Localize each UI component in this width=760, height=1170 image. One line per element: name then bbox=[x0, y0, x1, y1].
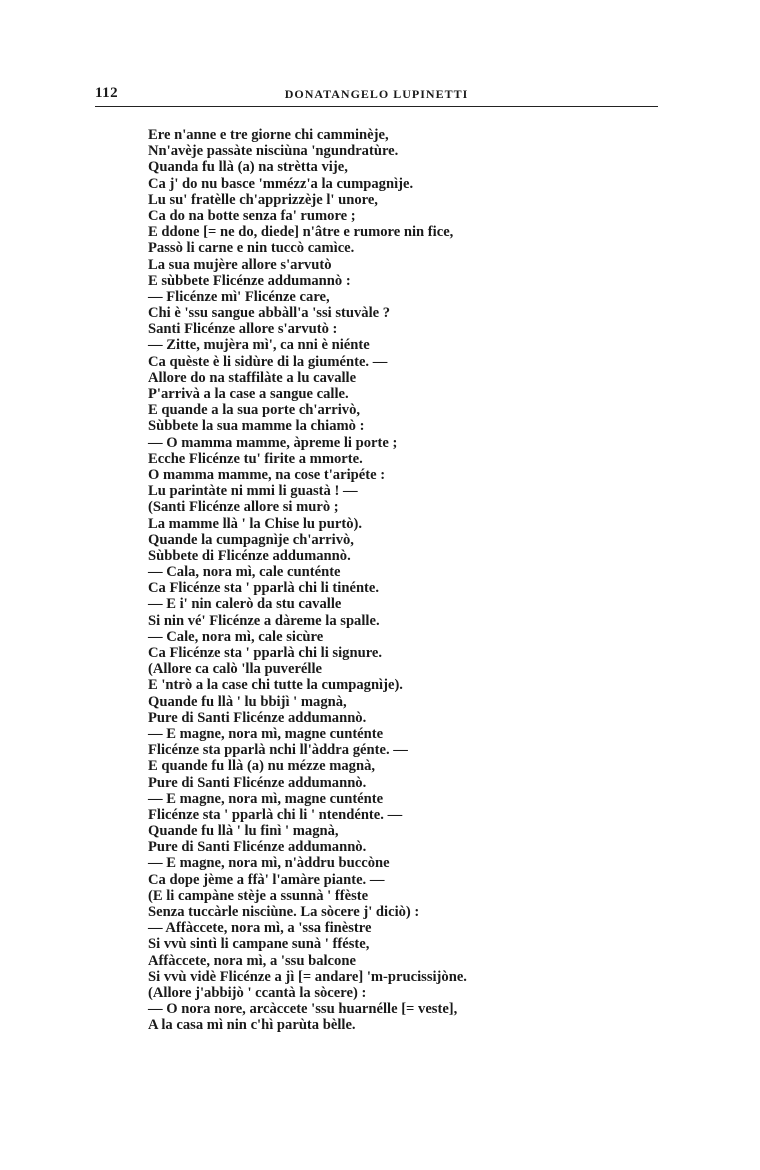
verse-line: — E i' nin calerò da stu cavalle bbox=[148, 596, 342, 613]
verse-line: Ere n'anne e tre giorne chi camminèje, bbox=[148, 127, 389, 143]
verse-line: — Flicénze mì' Flicénze care, bbox=[148, 288, 330, 305]
verse-line: E quande fu llà (a) nu mézze magnà, bbox=[148, 758, 376, 775]
verse-line: — E magne, nora mì, magne cunténte bbox=[148, 790, 384, 807]
verse-line: Lu parintàte ni mmi li guastà ! — bbox=[148, 483, 358, 500]
page-header bbox=[95, 85, 658, 105]
poem-text bbox=[148, 127, 668, 1034]
verse-line: Sùbbete di Flicénze addumannò. bbox=[148, 547, 351, 564]
verse-line: Flicénze sta pparlà nchi ll'àddra génte. — bbox=[148, 742, 408, 759]
verse-line: Santi Flicénze allore s'arvutò : bbox=[148, 321, 338, 338]
verse-line: E ddone [= ne do, diede] n'âtre e rumore nin fice, bbox=[148, 224, 454, 241]
verse-line: — E magne, nora mì, magne cunténte bbox=[148, 725, 384, 742]
verse-line: Ca quèste è li sidùre di la giuménte. — bbox=[148, 353, 388, 370]
page-number: 112 bbox=[95, 85, 119, 101]
verse-line: (E li campàne stèje a ssunnà ' ffèste bbox=[148, 887, 369, 904]
verse-line: Quanda fu llà (a) na strètta vije, bbox=[148, 159, 348, 176]
verse-line: (Santi Flicénze allore si murò ; bbox=[148, 499, 339, 516]
verse-line: Quande fu llà ' lu finì ' magnà, bbox=[148, 823, 339, 840]
verse-line: — E magne, nora mì, n'àddru buccòne bbox=[148, 855, 390, 872]
verse-line: Chi è 'ssu sangue abbàll'a 'ssi stuvàle ? bbox=[148, 305, 391, 322]
verse-line: — O mamma mamme, àpreme li porte ; bbox=[148, 434, 398, 451]
verse-line: Ca Flicénze sta ' pparlà chi li signure. bbox=[148, 645, 383, 661]
verse-line: — Zitte, mujèra mì', ca nni è niénte bbox=[148, 337, 370, 354]
verse-line: Passò li carne e nin tuccò camìce. bbox=[148, 240, 355, 257]
verse-line: (Allore j'abbijò ' ccantà la sòcere) : bbox=[148, 984, 367, 1001]
verse-line: Si vvù sintì li campane sunà ' fféste, bbox=[148, 936, 370, 953]
verse-line: O mamma mamme, na cose t'aripéte : bbox=[148, 466, 386, 483]
verse-line: Si vvù vidè Flicénze a jì [= andare] 'm-prucissijòne. bbox=[148, 968, 467, 985]
verse-line: — O nora nore, arcàccete 'ssu huarnélle [= veste], bbox=[148, 1001, 458, 1018]
verse-line: Affàccete, nora mì, a 'ssu balcone bbox=[148, 952, 356, 969]
verse-line: Ca do na botte senza fa' rumore ; bbox=[148, 207, 356, 224]
verse-line: Si nin vé' Flicénze a dàreme la spalle. bbox=[148, 612, 380, 629]
verse-line: Pure di Santi Flicénze addumannò. bbox=[148, 709, 367, 726]
verse-line: Quande fu llà ' lu bbijì ' magnà, bbox=[148, 693, 347, 710]
verse-line: Sùbbete la sua mamme la chiamò : bbox=[148, 418, 365, 435]
verse-line: Quande la cumpagnìje ch'arrivò, bbox=[148, 531, 354, 548]
verse-line: (Allore ca calò 'lla puverélle bbox=[148, 661, 322, 678]
header-rule bbox=[95, 106, 658, 107]
verse-line: Allore do na staffilàte a lu cavalle bbox=[148, 369, 357, 386]
verse-line: Ca j' do nu basce 'mmézz'a la cumpagnìje. bbox=[148, 175, 414, 192]
verse-line: Ca dope jème a ffà' l'amàre piante. — bbox=[148, 871, 385, 888]
verse-line: Lu su' fratèlle ch'apprizzèje l' unore, bbox=[148, 191, 378, 208]
verse-line: Pure di Santi Flicénze addumannò. bbox=[148, 839, 367, 856]
verse-line: — Affàccete, nora mì, a 'ssa finèstre bbox=[148, 920, 372, 937]
verse-line: Pure di Santi Flicénze addumannò. bbox=[148, 774, 367, 791]
verse-line: La sua mujère allore s'arvutò bbox=[148, 256, 332, 273]
verse-line: La mamme llà ' la Chise lu purtò). bbox=[148, 515, 363, 532]
verse-line: — Cala, nora mì, cale cunténte bbox=[148, 564, 341, 581]
running-head: DONATANGELO LUPINETTI bbox=[284, 87, 469, 101]
verse-line: Senza tuccàrle nisciùne. La sòcere j' diciò) : bbox=[148, 904, 420, 920]
verse-line: E 'ntrò a la case chi tutte la cumpagnìje). bbox=[148, 677, 403, 694]
verse-line: P'arrivà a la case a sangue calle. bbox=[148, 386, 349, 402]
verse-line: Flicénze sta ' pparlà chi li ' ntendénte. — bbox=[148, 806, 403, 823]
verse-line: A la casa mì nin c'hì parùta bèlle. bbox=[148, 1017, 356, 1034]
verse-line: Ecche Flicénze tu' firite a mmorte. bbox=[148, 450, 363, 467]
verse-line: E sùbbete Flicénze addumannò : bbox=[148, 272, 351, 289]
verse-line: Nn'avèje passàte nisciùna 'ngundratùre. bbox=[148, 143, 399, 160]
verse-line: Ca Flicénze sta ' pparlà chi li tinénte. bbox=[148, 580, 380, 597]
verse-line: — Cale, nora mì, cale sicùre bbox=[148, 628, 324, 645]
verse-line: E quande a la sua porte ch'arrivò, bbox=[148, 402, 361, 419]
